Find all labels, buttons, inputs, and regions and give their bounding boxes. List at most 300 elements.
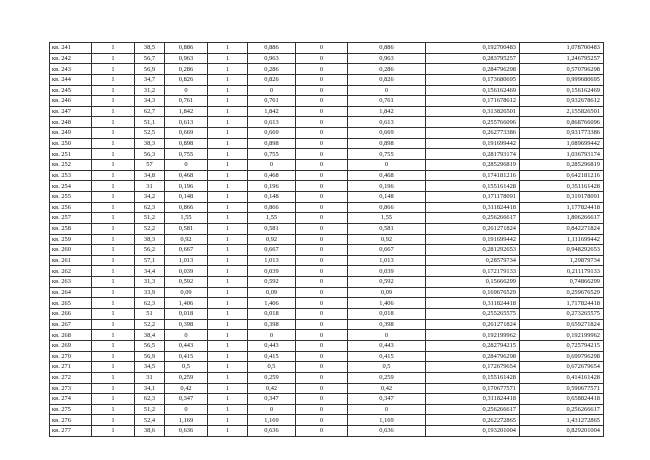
cell-total: 0,829201004	[520, 426, 604, 437]
cell-apartment: кв. 244	[50, 74, 92, 85]
cell-value-b: 0,415	[248, 351, 296, 362]
cell-coef: 1	[208, 117, 248, 128]
table-row	[50, 128, 604, 139]
cell-count: 1	[92, 149, 135, 160]
table-row	[50, 372, 604, 383]
cell-area: 38,3	[135, 234, 165, 245]
table-row	[50, 43, 604, 54]
cell-count: 1	[92, 170, 135, 181]
cell-apartment: кв. 265	[50, 298, 92, 309]
cell-share: 0,172679654	[426, 362, 520, 373]
cell-count: 1	[92, 53, 135, 64]
cell-area: 52,2	[135, 319, 165, 330]
cell-zero-col: 0	[296, 213, 348, 224]
cell-total: 1,431272865	[520, 415, 604, 426]
cell-apartment: кв. 249	[50, 128, 92, 139]
cell-area: 38,4	[135, 330, 165, 341]
table-row	[50, 266, 604, 277]
cell-zero-col: 0	[296, 85, 348, 96]
cell-share: 0,311824418	[426, 298, 520, 309]
table-row	[50, 426, 604, 437]
cell-value-b: 0,669	[248, 128, 296, 139]
cell-area: 38,3	[135, 138, 165, 149]
cell-value-c: 0,443	[348, 340, 426, 351]
cell-zero-col: 0	[296, 191, 348, 202]
cell-total: 1,177824418	[520, 202, 604, 213]
cell-count: 1	[92, 245, 135, 256]
cell-value-b: 0,581	[248, 223, 296, 234]
cell-count: 1	[92, 128, 135, 139]
cell-zero-col: 0	[296, 96, 348, 107]
cell-value-a: 0,886	[165, 43, 208, 54]
cell-value-c: 0,347	[348, 394, 426, 405]
cell-value-b: 0	[248, 160, 296, 171]
cell-value-a: 0,755	[165, 149, 208, 160]
cell-value-a: 0,347	[165, 394, 208, 405]
cell-area: 34,5	[135, 362, 165, 373]
cell-apartment: кв. 241	[50, 43, 92, 54]
cell-area: 31,3	[135, 277, 165, 288]
cell-count: 1	[92, 330, 135, 341]
cell-value-b: 0,667	[248, 245, 296, 256]
cell-coef: 1	[208, 309, 248, 320]
cell-share: 0,281292653	[426, 245, 520, 256]
cell-value-c: 0,92	[348, 234, 426, 245]
cell-total: 0,672679654	[520, 362, 604, 373]
cell-area: 56,9	[135, 351, 165, 362]
cell-value-c: 0,866	[348, 202, 426, 213]
cell-value-b: 0,866	[248, 202, 296, 213]
cell-coef: 1	[208, 234, 248, 245]
cell-value-b: 0,42	[248, 383, 296, 394]
cell-count: 1	[92, 191, 135, 202]
cell-apartment: кв. 271	[50, 362, 92, 373]
cell-zero-col: 0	[296, 383, 348, 394]
cell-share: 0,170677571	[426, 383, 520, 394]
cell-apartment: кв. 250	[50, 138, 92, 149]
cell-zero-col: 0	[296, 181, 348, 192]
table-row	[50, 149, 604, 160]
cell-zero-col: 0	[296, 298, 348, 309]
cell-apartment: кв. 248	[50, 117, 92, 128]
cell-total: 0,642181216	[520, 170, 604, 181]
cell-zero-col: 0	[296, 74, 348, 85]
cell-coef: 1	[208, 202, 248, 213]
cell-value-c: 0,581	[348, 223, 426, 234]
cell-total: 0,259676529	[520, 287, 604, 298]
table-row	[50, 245, 604, 256]
cell-value-b: 0,592	[248, 277, 296, 288]
cell-value-c: 0,148	[348, 191, 426, 202]
cell-value-b: 0,286	[248, 64, 296, 75]
cell-value-c: 1,842	[348, 106, 426, 117]
cell-area: 52,5	[135, 128, 165, 139]
cell-count: 1	[92, 351, 135, 362]
cell-count: 1	[92, 213, 135, 224]
cell-area: 52,2	[135, 223, 165, 234]
cell-count: 1	[92, 340, 135, 351]
cell-count: 1	[92, 309, 135, 320]
cell-apartment: кв. 267	[50, 319, 92, 330]
cell-total: 0,868766096	[520, 117, 604, 128]
cell-value-a: 0,92	[165, 234, 208, 245]
cell-zero-col: 0	[296, 245, 348, 256]
cell-value-a: 0,039	[165, 266, 208, 277]
table-row	[50, 277, 604, 288]
cell-apartment: кв. 275	[50, 404, 92, 415]
cell-zero-col: 0	[296, 202, 348, 213]
cell-zero-col: 0	[296, 255, 348, 266]
cell-total: 1,078700483	[520, 43, 604, 54]
cell-total: 0,931773386	[520, 128, 604, 139]
cell-zero-col: 0	[296, 372, 348, 383]
cell-area: 34,8	[135, 170, 165, 181]
cell-zero-col: 0	[296, 404, 348, 415]
cell-value-b: 0,886	[248, 43, 296, 54]
cell-value-a: 1,55	[165, 213, 208, 224]
cell-total: 0,273265575	[520, 309, 604, 320]
cell-share: 0,282794215	[426, 340, 520, 351]
cell-value-b: 0,259	[248, 372, 296, 383]
cell-apartment: кв. 264	[50, 287, 92, 298]
cell-apartment: кв. 246	[50, 96, 92, 107]
cell-coef: 1	[208, 138, 248, 149]
cell-count: 1	[92, 255, 135, 266]
cell-value-b: 1,013	[248, 255, 296, 266]
cell-value-c: 0	[348, 330, 426, 341]
cell-apartment: кв. 255	[50, 191, 92, 202]
cell-apartment: кв. 253	[50, 170, 92, 181]
cell-value-b: 0,826	[248, 74, 296, 85]
table-row	[50, 74, 604, 85]
cell-share: 0,261271824	[426, 223, 520, 234]
table-row	[50, 191, 604, 202]
cell-value-a: 0,5	[165, 362, 208, 373]
cell-area: 34,2	[135, 191, 165, 202]
cell-zero-col: 0	[296, 43, 348, 54]
table-row	[50, 138, 604, 149]
cell-value-b: 1,55	[248, 213, 296, 224]
cell-value-a: 0,196	[165, 181, 208, 192]
cell-value-b: 0,347	[248, 394, 296, 405]
cell-count: 1	[92, 394, 135, 405]
cell-value-a: 0,826	[165, 74, 208, 85]
cell-value-b: 0	[248, 330, 296, 341]
table-row	[50, 362, 604, 373]
cell-count: 1	[92, 223, 135, 234]
cell-area: 51,2	[135, 404, 165, 415]
cell-coef: 1	[208, 351, 248, 362]
cell-value-b: 0,636	[248, 426, 296, 437]
cell-value-c: 1,013	[348, 255, 426, 266]
cell-total: 0,211179133	[520, 266, 604, 277]
cell-value-a: 1,406	[165, 298, 208, 309]
cell-coef: 1	[208, 128, 248, 139]
cell-total: 1,246795257	[520, 53, 604, 64]
cell-area: 57	[135, 160, 165, 171]
cell-count: 1	[92, 64, 135, 75]
cell-value-a: 0,415	[165, 351, 208, 362]
cell-coef: 1	[208, 43, 248, 54]
cell-total: 0,74866299	[520, 277, 604, 288]
cell-value-c: 1,169	[348, 415, 426, 426]
cell-value-c: 0,898	[348, 138, 426, 149]
cell-apartment: кв. 266	[50, 309, 92, 320]
cell-zero-col: 0	[296, 117, 348, 128]
cell-value-b: 0,468	[248, 170, 296, 181]
cell-share: 0,191699442	[426, 234, 520, 245]
cell-share: 0,256266617	[426, 213, 520, 224]
table-row	[50, 213, 604, 224]
table-row	[50, 170, 604, 181]
cell-value-c: 0,669	[348, 128, 426, 139]
cell-share: 0,313826501	[426, 106, 520, 117]
table-row	[50, 404, 604, 415]
cell-count: 1	[92, 117, 135, 128]
cell-share: 0,283795257	[426, 53, 520, 64]
cell-share: 0,155161428	[426, 372, 520, 383]
cell-count: 1	[92, 319, 135, 330]
cell-apartment: кв. 272	[50, 372, 92, 383]
cell-zero-col: 0	[296, 128, 348, 139]
table-row	[50, 160, 604, 171]
cell-value-a: 0,018	[165, 309, 208, 320]
cell-share: 0,192199962	[426, 330, 520, 341]
cell-value-a: 1,842	[165, 106, 208, 117]
cell-value-a: 0,09	[165, 287, 208, 298]
table-row	[50, 117, 604, 128]
cell-apartment: кв. 263	[50, 277, 92, 288]
cell-zero-col: 0	[296, 415, 348, 426]
cell-count: 1	[92, 43, 135, 54]
cell-value-b: 0,613	[248, 117, 296, 128]
cell-coef: 1	[208, 149, 248, 160]
cell-value-b: 0,443	[248, 340, 296, 351]
cell-apartment: кв. 254	[50, 181, 92, 192]
cell-share: 0,281793174	[426, 149, 520, 160]
cell-apartment: кв. 259	[50, 234, 92, 245]
cell-apartment: кв. 242	[50, 53, 92, 64]
table-row	[50, 340, 604, 351]
cell-value-b: 0,196	[248, 181, 296, 192]
cell-coef: 1	[208, 85, 248, 96]
cell-value-b: 1,406	[248, 298, 296, 309]
cell-value-a: 1,013	[165, 255, 208, 266]
cell-value-b: 0,018	[248, 309, 296, 320]
cell-zero-col: 0	[296, 138, 348, 149]
cell-area: 62,3	[135, 394, 165, 405]
cell-coef: 1	[208, 340, 248, 351]
cell-area: 62,3	[135, 202, 165, 213]
cell-value-b: 0,09	[248, 287, 296, 298]
cell-coef: 1	[208, 64, 248, 75]
cell-value-a: 0,761	[165, 96, 208, 107]
cell-zero-col: 0	[296, 309, 348, 320]
cell-area: 62,7	[135, 106, 165, 117]
cell-total: 0,285296819	[520, 160, 604, 171]
cell-apartment: кв. 273	[50, 383, 92, 394]
table-row	[50, 223, 604, 234]
cell-value-c: 0,826	[348, 74, 426, 85]
cell-total: 0,256266617	[520, 404, 604, 415]
cell-coef: 1	[208, 245, 248, 256]
cell-area: 34,1	[135, 383, 165, 394]
cell-total: 0,570796298	[520, 64, 604, 75]
cell-zero-col: 0	[296, 351, 348, 362]
cell-area: 34,7	[135, 74, 165, 85]
cell-value-a: 0,592	[165, 277, 208, 288]
cell-value-a: 0,259	[165, 372, 208, 383]
cell-value-c: 0,613	[348, 117, 426, 128]
cell-count: 1	[92, 287, 135, 298]
cell-area: 51,2	[135, 213, 165, 224]
cell-share: 0,156162469	[426, 85, 520, 96]
cell-share: 0,155161428	[426, 181, 520, 192]
cell-value-c: 0,592	[348, 277, 426, 288]
cell-count: 1	[92, 277, 135, 288]
cell-value-b: 0,148	[248, 191, 296, 202]
cell-total: 0,948292653	[520, 245, 604, 256]
cell-share: 0,284796298	[426, 64, 520, 75]
cell-area: 34,4	[135, 266, 165, 277]
cell-zero-col: 0	[296, 106, 348, 117]
cell-value-a: 0,148	[165, 191, 208, 202]
cell-coef: 1	[208, 372, 248, 383]
cell-value-c: 0	[348, 404, 426, 415]
cell-value-a: 0,963	[165, 53, 208, 64]
cell-count: 1	[92, 181, 135, 192]
cell-area: 31	[135, 181, 165, 192]
cell-zero-col: 0	[296, 340, 348, 351]
cell-apartment: кв. 276	[50, 415, 92, 426]
cell-value-c: 0,755	[348, 149, 426, 160]
cell-zero-col: 0	[296, 319, 348, 330]
table-row	[50, 85, 604, 96]
cell-value-b: 0	[248, 404, 296, 415]
cell-coef: 1	[208, 181, 248, 192]
cell-value-a: 0	[165, 404, 208, 415]
table-row	[50, 96, 604, 107]
cell-share: 0,171678612	[426, 96, 520, 107]
cell-count: 1	[92, 106, 135, 117]
cell-total: 0,659271824	[520, 319, 604, 330]
cell-zero-col: 0	[296, 223, 348, 234]
cell-area: 31,2	[135, 85, 165, 96]
cell-coef: 1	[208, 74, 248, 85]
table-row	[50, 255, 604, 266]
cell-value-c: 0,886	[348, 43, 426, 54]
table-row	[50, 53, 604, 64]
cell-share: 0,285296819	[426, 160, 520, 171]
cell-value-c: 0,42	[348, 383, 426, 394]
cell-share: 0,169676529	[426, 287, 520, 298]
cell-coef: 1	[208, 255, 248, 266]
cell-share: 0,192700483	[426, 43, 520, 54]
cell-coef: 1	[208, 53, 248, 64]
cell-share: 0,256266617	[426, 404, 520, 415]
cell-value-c: 0,09	[348, 287, 426, 298]
table-row	[50, 64, 604, 75]
cell-value-a: 0,468	[165, 170, 208, 181]
table-row	[50, 394, 604, 405]
cell-value-b: 0,039	[248, 266, 296, 277]
cell-value-a: 0,667	[165, 245, 208, 256]
cell-area: 51	[135, 309, 165, 320]
cell-total: 0,932678612	[520, 96, 604, 107]
cell-apartment: кв. 262	[50, 266, 92, 277]
cell-total: 0,192199962	[520, 330, 604, 341]
cell-share: 0,174181216	[426, 170, 520, 181]
cell-total: 0,842271824	[520, 223, 604, 234]
table-row	[50, 181, 604, 192]
cell-share: 0,311824418	[426, 394, 520, 405]
cell-value-c: 0,286	[348, 64, 426, 75]
table-row	[50, 106, 604, 117]
cell-value-c: 0,5	[348, 362, 426, 373]
cell-apartment: кв. 268	[50, 330, 92, 341]
cell-apartment: кв. 260	[50, 245, 92, 256]
cell-value-c: 0	[348, 85, 426, 96]
cell-value-b: 1,842	[248, 106, 296, 117]
cell-coef: 1	[208, 223, 248, 234]
table-row	[50, 415, 604, 426]
cell-value-a: 0,669	[165, 128, 208, 139]
cell-value-c: 1,55	[348, 213, 426, 224]
cell-apartment: кв. 245	[50, 85, 92, 96]
cell-value-a: 0,866	[165, 202, 208, 213]
table-row	[50, 309, 604, 320]
cell-value-c: 0,415	[348, 351, 426, 362]
cell-value-a: 0,613	[165, 117, 208, 128]
cell-zero-col: 0	[296, 160, 348, 171]
cell-zero-col: 0	[296, 170, 348, 181]
cell-count: 1	[92, 96, 135, 107]
cell-count: 1	[92, 160, 135, 171]
cell-share: 0,173680695	[426, 74, 520, 85]
cell-total: 0,658824418	[520, 394, 604, 405]
cell-share: 0,262773386	[426, 128, 520, 139]
cell-area: 51,1	[135, 117, 165, 128]
cell-apartment: кв. 243	[50, 64, 92, 75]
cell-count: 1	[92, 415, 135, 426]
cell-share: 0,255766096	[426, 117, 520, 128]
cell-coef: 1	[208, 298, 248, 309]
cell-coef: 1	[208, 426, 248, 437]
cell-coef: 1	[208, 330, 248, 341]
table-row	[50, 330, 604, 341]
cell-value-a: 0,398	[165, 319, 208, 330]
cell-apartment: кв. 261	[50, 255, 92, 266]
cell-value-c: 0,761	[348, 96, 426, 107]
cell-count: 1	[92, 202, 135, 213]
cell-total: 0,351161428	[520, 181, 604, 192]
cell-share: 0,261271824	[426, 319, 520, 330]
cell-zero-col: 0	[296, 394, 348, 405]
cell-apartment: кв. 257	[50, 213, 92, 224]
cell-value-b: 0,755	[248, 149, 296, 160]
cell-value-a: 0	[165, 85, 208, 96]
cell-total: 0,590677571	[520, 383, 604, 394]
cell-total: 1,806266617	[520, 213, 604, 224]
cell-coef: 1	[208, 266, 248, 277]
cell-zero-col: 0	[296, 330, 348, 341]
cell-coef: 1	[208, 213, 248, 224]
cell-apartment: кв. 277	[50, 426, 92, 437]
cell-value-c: 0,039	[348, 266, 426, 277]
cell-share: 0,262272865	[426, 415, 520, 426]
cell-value-c: 0,667	[348, 245, 426, 256]
cell-zero-col: 0	[296, 277, 348, 288]
